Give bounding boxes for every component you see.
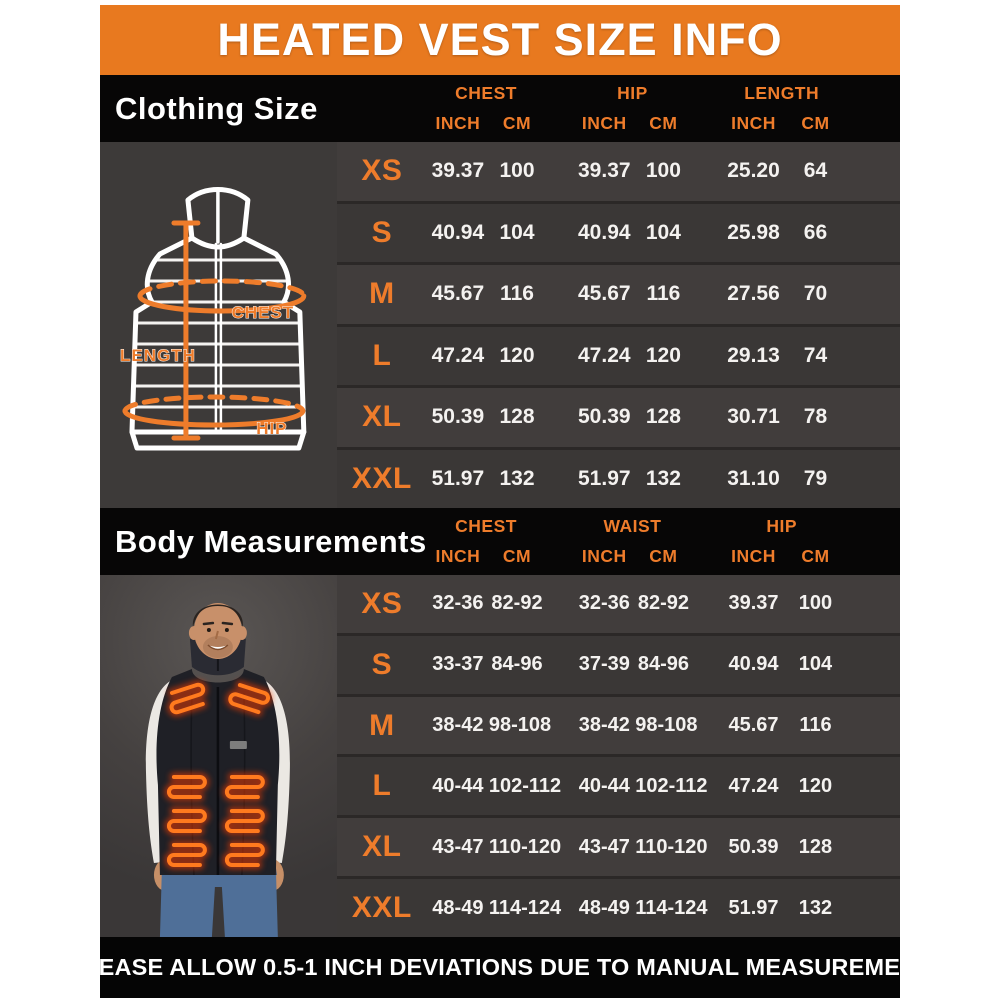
vest-measurement-diagram bbox=[100, 142, 337, 508]
section-clothing-size bbox=[100, 75, 900, 508]
value-cell: 39.37 bbox=[578, 159, 631, 183]
value-cell: 32-36 bbox=[578, 592, 630, 615]
unit-label-inch: INCH bbox=[731, 545, 776, 566]
value-cell: 45.67 bbox=[431, 282, 485, 306]
value-cell: 47.24 bbox=[431, 343, 485, 367]
size-info-card bbox=[68, 5, 932, 998]
table-row bbox=[337, 327, 900, 389]
table-row bbox=[337, 636, 900, 697]
unit-label-inch: INCH bbox=[731, 112, 776, 133]
column-group-chest: CHEST bbox=[455, 516, 517, 537]
value-cell: 128 bbox=[499, 405, 535, 429]
size-label: XL bbox=[362, 830, 402, 864]
value-cell: 45.67 bbox=[578, 282, 631, 306]
value-cell: 82-92 bbox=[637, 592, 689, 615]
value-cell: 43-47 bbox=[432, 835, 484, 858]
value-cell: 37-39 bbox=[578, 653, 630, 676]
table-row bbox=[337, 757, 900, 818]
value-cell: 110-120 bbox=[635, 835, 708, 858]
value-cell: 25.20 bbox=[727, 159, 780, 183]
value-cell: 100 bbox=[798, 592, 833, 615]
value-cell: 32-36 bbox=[432, 592, 484, 615]
diagram-label-length: LENGTH bbox=[120, 345, 196, 366]
value-cell: 40.94 bbox=[431, 220, 485, 244]
size-label: XXL bbox=[351, 891, 412, 925]
value-cell: 104 bbox=[499, 220, 535, 244]
diagram-label-chest: CHEST bbox=[231, 302, 295, 323]
unit-label-cm: CM bbox=[801, 112, 830, 133]
table-row bbox=[337, 450, 900, 509]
diagram-label-hip: HIP bbox=[256, 418, 288, 439]
value-cell: 29.13 bbox=[727, 343, 780, 367]
size-label: M bbox=[369, 708, 395, 742]
clothing-size-body bbox=[100, 142, 900, 508]
value-cell: 50.39 bbox=[431, 405, 485, 429]
size-label: M bbox=[369, 277, 395, 311]
table-row bbox=[337, 388, 900, 450]
value-cell: 84-96 bbox=[491, 653, 543, 676]
title-banner bbox=[100, 5, 900, 75]
column-group-length: LENGTH bbox=[744, 83, 820, 104]
value-cell: 47.24 bbox=[578, 343, 631, 367]
unit-label-cm: CM bbox=[649, 112, 678, 133]
footer-note bbox=[68, 937, 932, 998]
value-cell: 84-96 bbox=[637, 653, 689, 676]
vest-diagram-graphic bbox=[100, 142, 337, 508]
footer-text: PLEASE ALLOW 0.5-1 INCH DEVIATIONS DUE TO MANUAL MEASUREMENT bbox=[68, 954, 932, 980]
size-label: XL bbox=[362, 400, 402, 434]
unit-label-cm: CM bbox=[502, 112, 532, 133]
model-photo-graphic bbox=[100, 575, 337, 937]
value-cell: 50.39 bbox=[578, 405, 631, 429]
column-group-waist: WAIST bbox=[603, 516, 662, 537]
clothing-size-title: Clothing Size bbox=[115, 90, 318, 126]
value-cell: 79 bbox=[803, 466, 828, 490]
table-row bbox=[337, 142, 900, 204]
size-label: S bbox=[371, 647, 393, 681]
table-row bbox=[337, 879, 900, 937]
value-cell: 116 bbox=[799, 714, 832, 737]
value-cell: 39.37 bbox=[728, 592, 779, 615]
table-row bbox=[337, 818, 900, 879]
size-label: L bbox=[372, 338, 392, 372]
table-row bbox=[337, 265, 900, 327]
value-cell: 40.94 bbox=[578, 220, 631, 244]
value-cell: 48-49 bbox=[432, 896, 484, 919]
unit-label-cm: CM bbox=[502, 545, 532, 566]
value-cell: 43-47 bbox=[578, 835, 630, 858]
value-cell: 40-44 bbox=[432, 774, 484, 797]
value-cell: 104 bbox=[798, 653, 833, 676]
model-photo bbox=[100, 575, 337, 937]
value-cell: 38-42 bbox=[432, 714, 484, 737]
value-cell: 27.56 bbox=[727, 282, 780, 306]
value-cell: 45.67 bbox=[728, 714, 779, 737]
table-row bbox=[337, 575, 900, 636]
size-label: XS bbox=[361, 154, 403, 188]
value-cell: 104 bbox=[645, 220, 681, 244]
column-group-chest: CHEST bbox=[455, 83, 517, 104]
value-cell: 39.37 bbox=[431, 159, 485, 183]
value-cell: 120 bbox=[499, 343, 535, 367]
value-cell: 120 bbox=[645, 343, 681, 367]
value-cell: 132 bbox=[798, 896, 833, 919]
value-cell: 116 bbox=[646, 282, 681, 306]
value-cell: 100 bbox=[499, 159, 535, 183]
value-cell: 98-108 bbox=[635, 714, 698, 737]
clothing-size-header bbox=[100, 75, 900, 142]
column-group-hip: HIP bbox=[617, 83, 648, 104]
value-cell: 40.94 bbox=[728, 653, 779, 676]
value-cell: 102-112 bbox=[488, 774, 562, 797]
body-measurements-body bbox=[100, 575, 900, 937]
value-cell: 82-92 bbox=[491, 592, 543, 615]
value-cell: 128 bbox=[798, 835, 833, 858]
value-cell: 116 bbox=[500, 282, 534, 306]
table-row bbox=[337, 204, 900, 266]
value-cell: 38-42 bbox=[578, 714, 630, 737]
value-cell: 132 bbox=[645, 466, 681, 490]
value-cell: 98-108 bbox=[488, 714, 552, 737]
value-cell: 64 bbox=[803, 159, 828, 183]
unit-label-cm: CM bbox=[801, 545, 830, 566]
value-cell: 51.97 bbox=[578, 466, 631, 490]
size-label: L bbox=[372, 769, 392, 803]
value-cell: 50.39 bbox=[728, 835, 779, 858]
unit-label-inch: INCH bbox=[581, 545, 627, 566]
value-cell: 51.97 bbox=[728, 896, 779, 919]
value-cell: 132 bbox=[499, 466, 535, 490]
clothing-size-column-headers bbox=[337, 79, 900, 138]
value-cell: 33-37 bbox=[432, 653, 484, 676]
value-cell: 74 bbox=[803, 343, 828, 367]
value-cell: 102-112 bbox=[635, 774, 708, 797]
value-cell: 30.71 bbox=[727, 405, 780, 429]
unit-label-inch: INCH bbox=[581, 112, 627, 133]
value-cell: 110-120 bbox=[488, 835, 562, 858]
value-cell: 78 bbox=[803, 405, 828, 429]
value-cell: 128 bbox=[645, 405, 681, 429]
value-cell: 25.98 bbox=[727, 220, 780, 244]
value-cell: 31.10 bbox=[727, 466, 780, 490]
size-label: S bbox=[371, 215, 393, 249]
value-cell: 40-44 bbox=[578, 774, 630, 797]
page-title: HEATED VEST SIZE INFO bbox=[217, 14, 783, 65]
value-cell: 47.24 bbox=[728, 774, 779, 797]
value-cell: 114-124 bbox=[488, 896, 562, 919]
value-cell: 100 bbox=[645, 159, 681, 183]
body-measurements-header bbox=[100, 508, 900, 575]
value-cell: 120 bbox=[798, 774, 833, 797]
body-measurements-column-headers bbox=[337, 512, 900, 571]
unit-label-inch: INCH bbox=[435, 545, 481, 566]
size-label: XS bbox=[361, 586, 403, 620]
table-row bbox=[337, 697, 900, 758]
size-label: XXL bbox=[351, 461, 412, 495]
value-cell: 48-49 bbox=[578, 896, 630, 919]
body-measurements-table bbox=[337, 575, 900, 937]
section-body-measurements bbox=[100, 508, 900, 937]
value-cell: 70 bbox=[803, 282, 828, 306]
value-cell: 66 bbox=[803, 220, 828, 244]
unit-label-inch: INCH bbox=[435, 112, 481, 133]
value-cell: 51.97 bbox=[431, 466, 485, 490]
unit-label-cm: CM bbox=[649, 545, 678, 566]
column-group-hip: HIP bbox=[766, 516, 797, 537]
value-cell: 114-124 bbox=[635, 896, 708, 919]
clothing-size-table bbox=[337, 142, 900, 508]
body-measurements-title: Body Measurements bbox=[115, 523, 427, 559]
